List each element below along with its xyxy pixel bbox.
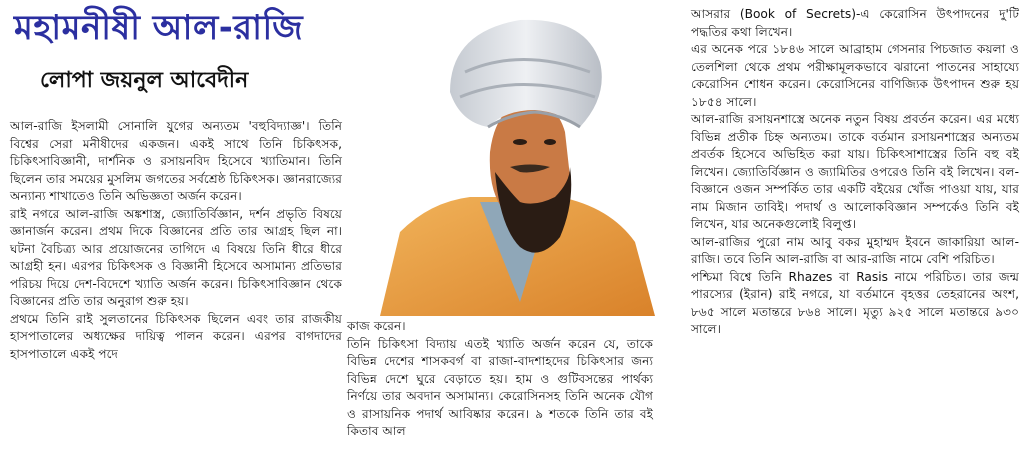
author-name: লোপা জয়নুল আবেদীন	[40, 68, 249, 93]
paragraph: কাজ করেন।	[347, 319, 406, 333]
paragraph: আল-রাজির পুরো নাম আবু বকর মুহাম্মদ ইবনে জাকারিয়া আল-রাজি। তবে তিনি আল-রাজি বা আর-রাজি নামে বেশি পরিচিত।	[691, 234, 1019, 266]
paragraph: তিনি চিকিৎসা বিদ্যায় এতই খ্যাতি অর্জন করেন যে, তাকে বিভিন্ন দেশের শাসকবর্গ বা রাজা-বাদশাহদের চিকিৎসার জন্য বিভিন্ন দেশে ঘুরে বেড়াতে হয়। হাম ও গুটিবসন্তের পার্থক্য নির্ণয়ে তার অবদান অসামান্য। কেরোসিনসহ তিনি অনেক যৌগ ও রাসায়নিক পদার্থ আবিষ্কার করেন। ৯ শতকে তিনি তার বই কিতাব আল	[347, 336, 653, 438]
paragraph: এর অনেক পরে ১৮৪৬ সালে আব্রাহাম গেসনার পিচজাত কয়লা ও তেলশিলা থেকে প্রথম পরীক্ষামূলকভাবে ঝরানো পাতনের সাহায্যে কেরোসিন শোধন করেন। কেরোসিনের বাণিজ্যিক উৎপাদন শুরু হয় ১৮৫৪ সালে।	[691, 42, 1019, 109]
paragraph: আল-রাজি রসায়নশাস্ত্রে অনেক নতুন বিষয় প্রবর্তন করেন। এর মধ্যে বিভিন্ন প্রতীক চিহ্ন অন্যতম। তাকে বর্তমান রসায়নশাস্ত্রের অন্যতম প্রবর্তক হিসেবে অভিহিত করা যায়। চিকিৎসাশাস্ত্রের তিনি বহু বই লিখেন। জ্যোতির্বিজ্ঞান ও জ্যামিতির ওপরেও তিনি বই লিখেন। বল-বিজ্ঞানে ওজন সম্পর্কিত তার একটি বইয়ের খোঁজ পাওয়া যায়, যার নাম মিজান তাবিই। পদার্থ ও আলোকবিজ্ঞান সম্পর্কেও তিনি বই লিখেন, যার অনেকগুলোই বিলুপ্ত।	[691, 112, 1019, 231]
paragraph: প্রথমে তিনি রাই সুলতানের চিকিৎসক ছিলেন এবং তার রাজকীয় হাসপাতালের অধ্যক্ষের দায়িত্ব পালন করেন। এরপর বাগদাদের হাসপাতালে একই পদে	[10, 311, 342, 361]
article-column-3	[691, 6, 1019, 339]
paragraph: আল-রাজি ইসলামী সোনালি যুগের অন্যতম 'বহুবিদ্যাজ্ঞ'। তিনি বিশ্বের সেরা মনীষীদের একজন। একই সাথে তিনি চিকিৎসক, চিকিৎসাবিজ্ঞানী, দার্শনিক ও রসায়নবিদ হিসেবে খ্যাতিমান। তিনি ছিলেন তার সময়ের মুসলিম জগতের সর্বশ্রেষ্ঠ চিকিৎসক। জ্ঞানরাজ্যের অন্যান্য শাখাতেও তিনি অভিজ্ঞতা অর্জন করেন।	[10, 119, 342, 203]
al-razi-portrait	[370, 2, 658, 316]
article-column-2	[347, 318, 653, 441]
article-column-1	[10, 118, 342, 363]
paragraph: রাই নগরে আল-রাজি অঙ্কশাস্ত্র, জ্যোতির্বিজ্ঞান, দর্শন প্রভৃতি বিষয়ে জ্ঞানার্জন করেন। প্রথম দিকে বিজ্ঞানের প্রতি তার আগ্রহ ছিল না। ঘটনা বৈচিত্র্য আর প্রয়োজনের তাগিদে এ বিষয়ে তিনি ধীরে ধীরে আগ্রহী হন। এরপর চিকিৎসক ও বিজ্ঞানী হিসেবে অসামান্য প্রতিভার পরিচয় দিয়ে দেশ-বিদেশে খ্যাতি অর্জন করেন। চিকিৎসাবিজ্ঞান থেকে বিজ্ঞানের প্রতি তার অনুরাগ শুরু হয়।	[10, 206, 342, 308]
article-title: মহামনীষী আল-রাজি	[14, 8, 304, 48]
paragraph: পশ্চিমা বিশ্বে তিনি Rhazes বা Rasis নামে পরিচিত। তার জন্ম পারস্যের (ইরান) রাই নগরে, যা বর্তমানে বৃহত্তর তেহরানের অংশ, ৮৬৫ সালে মতান্তরে ৮৬৪ সালে। মৃত্যু ৯২৫ সালে মতান্তরে ৯৩০ সালে।	[691, 269, 1019, 336]
paragraph: আসরার (Book of Secrets)-এ কেরোসিন উৎপাদনের দু'টি পদ্ধতির কথা লিখেন।	[691, 7, 1019, 39]
